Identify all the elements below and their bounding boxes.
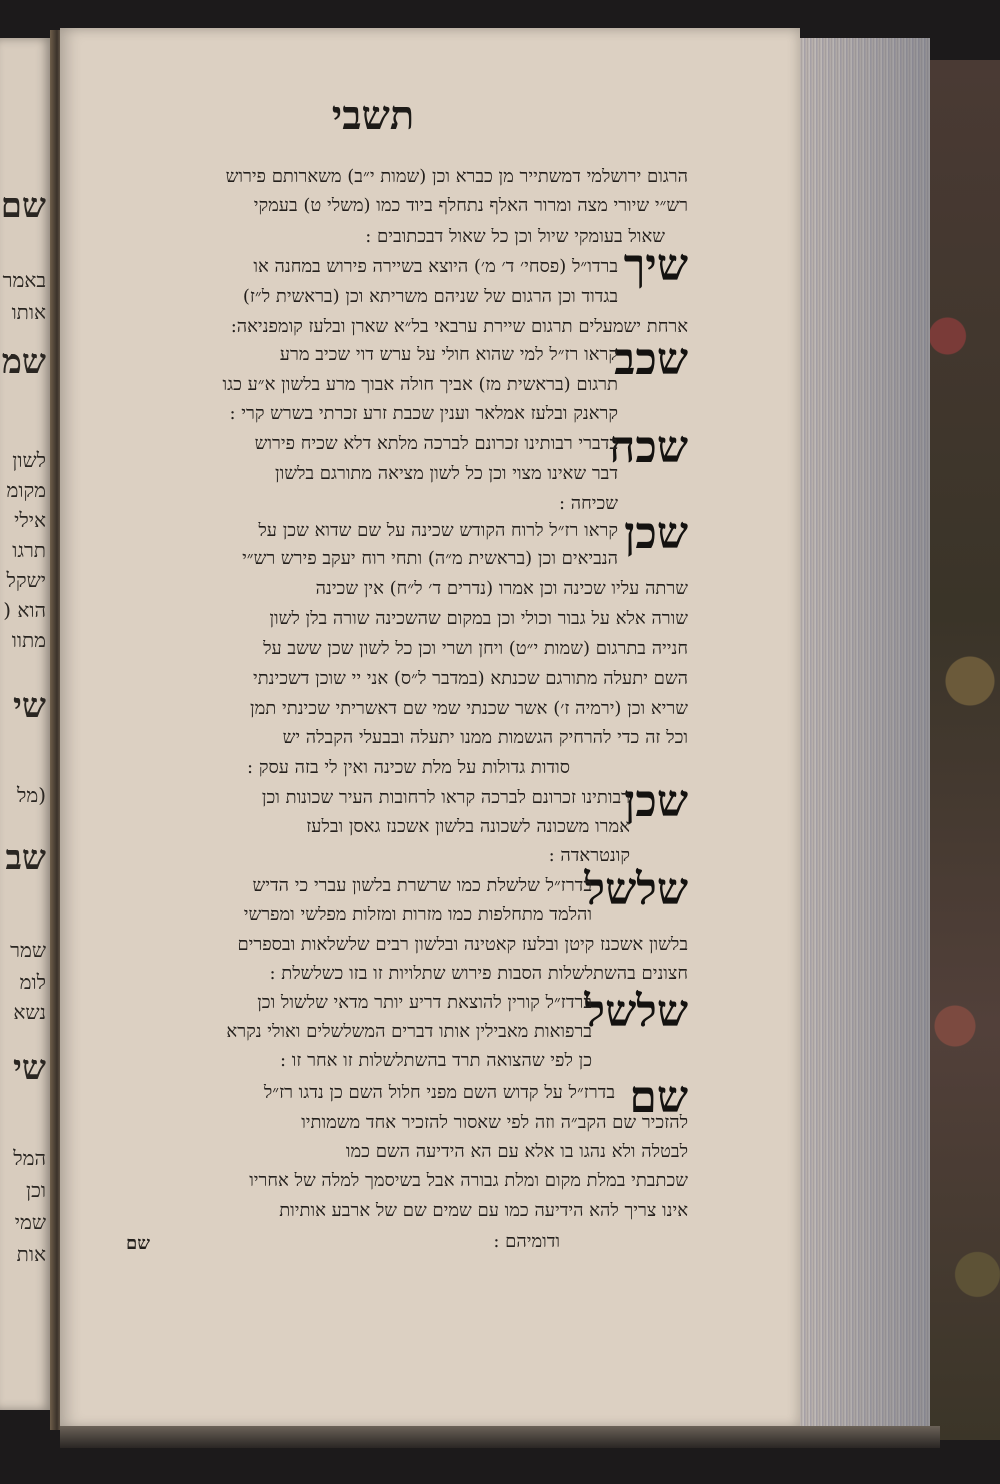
left-page-fragment: שב xyxy=(5,838,46,878)
text-line: בדברי רבותינו זכרונם לברכה מלתא דלא שכיח פירוש xyxy=(254,435,618,453)
text-line: שכתבתי במלת מקום ומלת גבורה אבל בשיסמך למלה של אחריו xyxy=(249,1172,688,1190)
left-page-fragment: אות xyxy=(16,1242,46,1266)
left-page-fragment: (מל xyxy=(16,783,46,807)
left-page-fragment: שי xyxy=(13,1048,46,1088)
left-page-fragment: אילי xyxy=(14,508,46,532)
left-page xyxy=(0,38,52,1410)
left-page-fragment: מתוו xyxy=(11,628,46,652)
text-line: בגדוד וכן הרגום של שניהם משריתא וכן (בראשית ל״ז) xyxy=(242,288,618,306)
book-bottom xyxy=(60,1426,940,1448)
left-page-fragment: ישקל xyxy=(6,568,46,592)
left-page-fragment: שמ xyxy=(1,342,46,382)
text-line: קראו רז״ל לרוח הקודש שכינה על שם שדוא שכן על xyxy=(258,522,618,540)
text-line: וכל זה כדי להרחיק הגשמות ממנו יתעלה ובבעלי הקבלה יש xyxy=(282,729,688,747)
text-line: ברדו״ל (פסחי׳ ד׳ מ׳) היוצא בשיירה פירוש במחנה או xyxy=(253,258,618,276)
text-line: שריא וכן (ירמיה ז׳) אשר שכנתי שמי שם דאשריתי שכינתי תמן xyxy=(250,700,688,718)
entry-word: שלשל xyxy=(584,986,688,1037)
left-page-fragment: הוא ( xyxy=(3,598,46,622)
entry-word: שלשל xyxy=(584,864,688,915)
left-page-fragment: שם xyxy=(0,186,46,226)
page-edges xyxy=(800,38,930,1428)
entry-word: שכן xyxy=(624,508,688,559)
text-line: שאול בעומקי שיול וכן כל שאול דבכתובים : xyxy=(365,228,665,246)
text-line: בלשון אשכנז קיטן ובלעז קאטינה ובלשון רבים שלשלאות ובספרים xyxy=(237,936,688,954)
text-line: לבטלה ולא נהגו בו אלא עם הא הידיעה השם כמו xyxy=(345,1143,688,1161)
text-line: כן לפי שהצואה תרד בהשתלשלות זו אחר זו : xyxy=(279,1052,592,1070)
entry-word: שיך xyxy=(623,240,688,291)
text-line: הנביאים וכן (בראשית מ״ה) ותחי רוח יעקב פירש רש״י xyxy=(242,550,618,568)
left-page-fragment: שמר xyxy=(10,938,46,962)
left-page-fragment: אותו xyxy=(11,300,46,324)
text-line: להזכיר שם הקב״ה וזה לפי שאסור להזכיר אחד משמותיו xyxy=(301,1114,688,1132)
text-line: דבר שאינו מצוי וכן כל לשון מציאה מתורגם בלשון xyxy=(275,465,618,483)
left-page-fragment: וכן xyxy=(26,1178,46,1202)
text-line: תרגום (בראשית מז) אביך חולה אבוך מרע בלשון א״ע כגו xyxy=(222,376,618,394)
text-line: ודומיהם : xyxy=(493,1233,560,1251)
text-line: והלמד מתחלפות כמו מזרות ומזלות מפלשי ומפרשי xyxy=(243,906,592,924)
entry-word: שכן xyxy=(624,776,688,827)
catchword: שם xyxy=(126,1233,150,1254)
text-line: אינו צריך להא הידיעה כמו עם שמים שם של ארבע אותיות xyxy=(279,1202,688,1220)
text-line: שורה אלא על גבור וכולי וכן במקום שהשכינה שורה בלן לשון xyxy=(269,610,688,628)
text-line: שרתה עליו שכינה וכן אמרו (נדרים ד׳ ל״ח) אין שכינה xyxy=(315,580,688,598)
text-line: שכיחה : xyxy=(558,495,618,513)
entry-word: שכח xyxy=(609,422,688,473)
text-line: סודות גדולות על מלת שכינה ואין לי בזה עסק : xyxy=(247,759,570,777)
text-line: ברפואות מאבילין אותו דברים המשלשלים ואולי נקרא xyxy=(226,1023,592,1041)
left-page-fragment: תרגו xyxy=(12,538,46,562)
left-page-fragment: המל xyxy=(13,1146,46,1170)
left-page-fragment: לשון xyxy=(12,448,46,472)
text-line: ארחת ישמעלים תרגום שיירת ערבאי בל״א שארן ובלעז קומפניאה: xyxy=(230,318,688,336)
text-line: רש״י שיורי מצה ומרור האלף נתחלף ביוד כמו (משלי ט) בעמקי xyxy=(253,197,688,215)
left-page-fragment: שי xyxy=(13,686,46,726)
running-head: תשבי xyxy=(331,92,415,139)
text-line: אמרו משכונה לשכונה בלשון אשכנז גאסן ובלעז xyxy=(306,818,630,836)
text-line: קראנק ובלעז אמלאר וענין שכבת זרע זכרתי בשרש קרי : xyxy=(229,405,618,423)
text-line: חנייה בתרגום (שמות י״ט) ויחן ושרי וכן כל לשון שכן ששב על xyxy=(263,640,688,658)
text-line: קונטראדה : xyxy=(548,847,630,865)
left-page-fragment: נשא xyxy=(13,1000,46,1024)
text-line: ברדז״ל קורין להוצאת דריע יותר מדאי שלשול וכן xyxy=(257,994,592,1012)
left-page-fragment: שמי xyxy=(14,1210,46,1234)
entry-word: שם xyxy=(629,1072,688,1123)
text-line: השם יתעלה מתורגם שכנתא (במדבר ל״ס) אני יי שוכן דשכינתי xyxy=(252,670,688,688)
text-line: רבותינו זכרונם לברכה קראו לרחובות העיר שכונות וכן xyxy=(261,789,630,807)
text-line: קראו רז״ל למי שהוא חולי על ערש דוי שכיב מרע xyxy=(279,346,618,364)
marbled-cover xyxy=(925,60,1000,1440)
text-line: בדרז״ל על קדוש השם מפני חלול השם כן נדגו רז״ל xyxy=(263,1084,615,1102)
text-line: הרגום ירושלמי דמשתייר מן כברא וכן (שמות י״ב) משארותם פירוש xyxy=(225,168,688,186)
text-line: בדרז״ל שלשלת כמו שרשרת בלשון עברי כי הדיש xyxy=(252,877,592,895)
text-line: חצונים בהשתלשלות הסבות פירוש שתלויות זו בזו כשלשלת : xyxy=(269,965,688,983)
entry-word: שכב xyxy=(614,334,688,385)
left-page-fragment: מקומ xyxy=(6,478,46,502)
left-page-fragment: לומ xyxy=(19,970,46,994)
left-page-fragment: באמר xyxy=(2,268,46,292)
